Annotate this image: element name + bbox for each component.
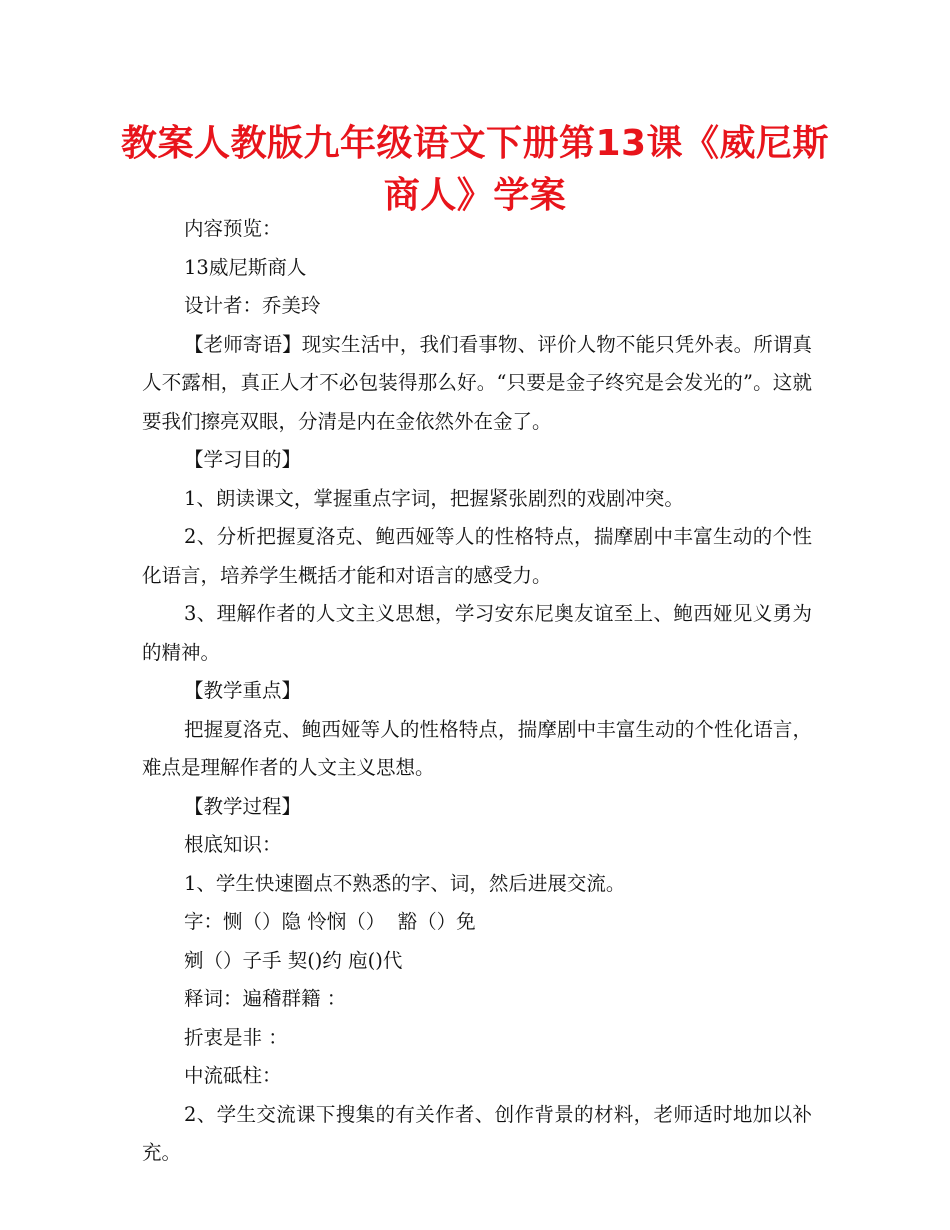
heading-teaching-focus: 【教学重点】 <box>184 679 302 702</box>
paragraph-step-1: 1、学生快速圈点不熟悉的字、词，然后进展交流。 <box>184 871 626 895</box>
heading-learning-goals: 【学习目的】 <box>184 448 302 471</box>
paragraph-goal-1: 1、朗读课文，掌握重点字词，把握紧张剧烈的戏剧冲突。 <box>184 486 684 510</box>
paragraph-preview-label: 内容预览： <box>184 217 282 240</box>
paragraph-word-1: 释词：遍稽群籍 ： <box>184 987 347 1010</box>
paragraph-characters-line-1: 字：恻（）隐 怜悯（） 豁（）免 <box>184 910 476 933</box>
document-title: 教案人教版九年级语文下册第13课《威尼斯商人》学案 <box>120 123 830 216</box>
paragraph-basic-knowledge: 根底知识： <box>184 833 282 856</box>
paragraph-goal-2: 2、分析把握夏洛克、鲍西娅等人的性格特点，揣摩剧中丰富生动的个性化语言，培养学生概括才能和对语言的感受力。 <box>142 525 812 587</box>
paragraph-word-3: 中流砥柱： <box>184 1064 282 1087</box>
paragraph-lesson-name: 13威尼斯商人 <box>184 255 307 279</box>
paragraph-characters-line-2: 剜（）子手 契()约 庖()代 <box>184 948 403 972</box>
paragraph-goal-3: 3、理解作者的人文主义思想，学习安东尼奥友谊至上、鲍西娅见义勇为的精神。 <box>142 602 812 664</box>
document-body <box>142 210 812 1173</box>
paragraph-teaching-focus: 把握夏洛克、鲍西娅等人的性格特点，揣摩剧中丰富生动的个性化语言，难点是理解作者的人文主义思想。 <box>142 717 812 779</box>
paragraph-word-2: 折衷是非 ： <box>184 1025 288 1049</box>
paragraph-teacher-message: 【老师寄语】现实生活中，我们看事物、评价人物不能只凭外表。所谓真人不露相，真正人才不必包装得那么好。“只要是金子终究是会发光的”。这就要我们擦亮双眼，分清是内在金依然外在金了。 <box>142 332 812 433</box>
paragraph-step-2: 2、学生交流课下搜集的有关作者、创作背景的材料，老师适时地加以补充。 <box>142 1102 812 1164</box>
heading-teaching-process: 【教学过程】 <box>184 794 302 818</box>
paragraph-designer: 设计者：乔美玲 <box>184 294 321 317</box>
